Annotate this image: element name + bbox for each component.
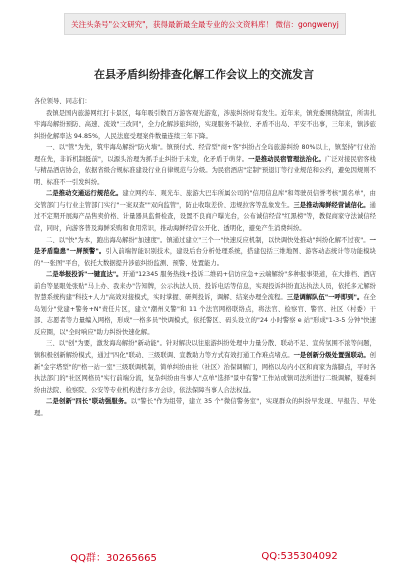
paragraph-text: 在全岛划分"党建+警务+N"责任片区，建立"潮州义警"和 11 个法官网格联络点，将法官、检察官、警官、社区（村委）干部、志愿者等力量编入网格，形成"一格多员"快调模式，依托警区、码头设立的"24 小时警察 e 站"形成"1-3-5 分钟"快速反应圈，以"全时响应"助力纠纷快速化解。 [34, 294, 377, 336]
paragraph-text: 开通"12345 服务热线+投诉二维码+信访应急+云端解纷"多种报事渠道，在大排档、酒店前台等显眼处张贴"马上办、我来办"告知牌，公示执法人员、投诉电话等信息，实现投诉纠纷直达执法人员，依托多元解纷智慧系统构建"科技+人力"高效对接模式，实时掌握、研判投诉，调解、结案办理全流程。 [34, 271, 376, 302]
bottom-contact-banner [18, 545, 390, 567]
qq-contact-text: QQ:535304092 [261, 550, 338, 562]
paragraph-bold-text: 三是推动海鲜经营诚信化。 [293, 201, 370, 209]
paragraph-bold-text: 一是矛盾隐患"一屏预警"。 [34, 236, 376, 256]
salutation: 各位领导、同志们： [34, 98, 91, 105]
paragraph [34, 269, 376, 338]
document-title: 在县矛盾纠纷排查化解工作会议上的交流发言 [94, 68, 314, 81]
paragraph [34, 188, 376, 234]
paragraph-text: 二、以"快"为本，跑出海岛解纷"加速度"。镇通过建立"三个一"快速反应机制，以快调快处推动"纠纷化解不过夜"。 [46, 236, 370, 244]
paragraph-list [34, 108, 376, 420]
paragraph [34, 108, 376, 143]
qq-group-text: QQ群：30265665 [70, 552, 157, 564]
paragraph-text: 广泛对接民宿客栈与精品酒店协会，依据省级合规标准建设行业自律规范与分级。为民宿酒店"定制"预退订等行业规范和公约，避免因规则不明、标准不一引发纠纷。 [34, 155, 376, 186]
paragraph-text: 三、以"创"为要，激发海岛解纷"新动能"。针对解决以往旅游纠纷处理中力量分散、联动不足、宣传氛围不浓等问题，镇积极创新解纷模式，通过"四化"联动、三级联调、宣教助力等方式有效打通工作难点堵点。 [34, 340, 376, 360]
paragraph-text: 建立网约车、观光车、旅游大巴车所属公司的"信用信息库"和驾驶员信誉考核"黑名单"，由交管部门与行业主管部门实行"一案双查""双向监管"，防止收取差价、违规拉客等乱象发生。 [34, 190, 376, 209]
paragraph-text: 创新"金字塔型"的"格一站一室"三级联调机制，简单纠纷由社（社区）治保调解门，网格以岛内小区和商家为落脚点，平时各执法部门的"社区网格员"实行前端分流，复杂纠纷由当事人"点单"选择"景中有警"工作站或镇司法所进行二级调解，疑难纠纷由法院、检察院、公安等专业机构进行多方会诊，依法保障当事人合法权益。 [34, 352, 376, 394]
paragraph [34, 235, 376, 270]
paragraph-bold-text: 二是创新"四长"联动强服务。 [46, 398, 131, 406]
top-promo-banner [64, 13, 346, 35]
paragraph-text: 以"警长"作为组带，建立 35 个"微信警务室"，实现群众的纠纷早发现、早报告、早处理。 [34, 398, 376, 417]
paragraph-bold-text: 一是推动民宿管理法治化。 [248, 155, 325, 163]
paragraph-text: 一、以"管"为先，筑牢海岛解纷"防火墙"。镇预付式、经营型"商+客"纠纷占全岛旅游纠纷 80%以上，镇坚持"行业治理在先，非诉机制挺前"，以源头治理为抓手止纠纷于未发，化矛盾于萌芽。 [34, 144, 376, 163]
paragraph-text: 通过不定期开展海产品售卖价格、计量器具监督检查，设置不良商户曝光台，公布诚信经营"红黑榜"等，教促商家守法诚信经营，同时，向游客普及海鲜采购和食用常识，推动海鲜经营公开化、透明化，避免产生消费纠纷。 [34, 201, 376, 233]
paragraph [34, 142, 376, 188]
document-body [34, 96, 376, 419]
paragraph [34, 396, 376, 419]
top-promo-text: 关注头条号"公文研究"，获得最新最全最专业的公文资料库！ 微信：gongwenyj [71, 19, 339, 29]
paragraph-bold-text: 二是举报投诉"一键直达"。 [46, 271, 123, 279]
paragraph-bold-text: 二是推动交通运行规范化。 [46, 190, 123, 198]
paragraph-bold-text: 一是创新分级处置强联动。 [293, 352, 370, 360]
paragraph-bold-text: 三是调解队伍"一呼即到"。 [286, 294, 364, 302]
paragraph-text: 我镇是国内旅游网红打卡景区，每年吸引数百万游客观光游览，涉旅纠纷时有发生。近年来，镇党委围绕制宜，所害扎牢海岛解纷预防、高速、流效"三改同"，全力化解涉旅纠纷，实现服务不缺位、矛盾不出岛、平安不出事，三年来，镇涉旅纠纷化解率达 94.85%，人民法庭受理案件数量连续三年下降。 [34, 109, 376, 140]
paragraph-text: 引入前端智能识别技术，建设后台分析处理系统，搭建包括三维地图、游客动态统计等功能模块的"一张图"平台，依托大数据提升涉旅纠纷监测、预警、处置能力。 [34, 248, 376, 267]
paragraph [34, 338, 376, 396]
